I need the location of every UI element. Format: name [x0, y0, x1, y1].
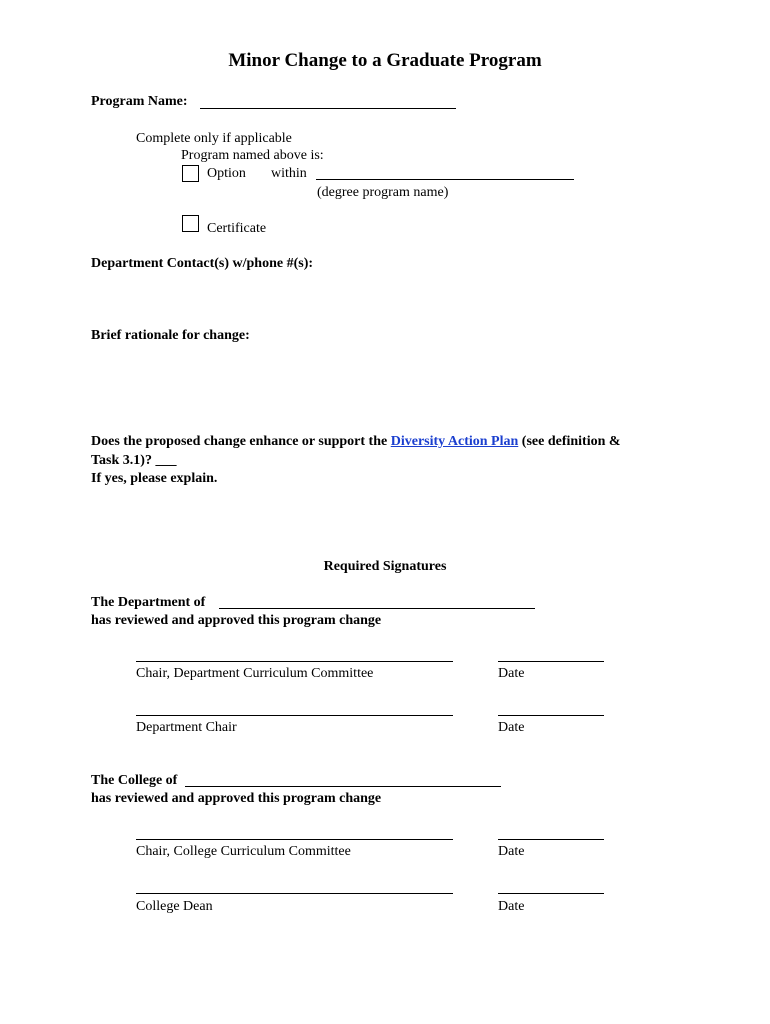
degree-hint: (degree program name)	[317, 185, 449, 200]
certificate-label: Certificate	[207, 221, 267, 236]
program-named-above-text: Program named above is:	[181, 148, 324, 163]
diversity-task-line: Task 3.1)? ___	[91, 453, 177, 468]
college-dean-date-line[interactable]	[498, 893, 604, 894]
department-name-field[interactable]	[219, 608, 535, 609]
college-curriculum-chair-signature-line[interactable]	[136, 839, 453, 840]
certificate-checkbox[interactable]	[182, 215, 199, 232]
option-checkbox[interactable]	[182, 165, 199, 182]
department-reviewed-text: has reviewed and approved this program change	[91, 613, 382, 628]
diversity-explain: If yes, please explain.	[91, 471, 218, 486]
college-curriculum-chair-label: Chair, College Curriculum Committee	[136, 844, 351, 859]
college-of-label: The College of	[91, 773, 178, 788]
diversity-question-post: (see definition &	[521, 434, 621, 449]
college-name-field[interactable]	[185, 786, 501, 787]
department-of-label: The Department of	[91, 595, 206, 610]
complete-note: Complete only if applicable	[136, 131, 292, 146]
within-label: within	[271, 166, 307, 181]
diversity-question-pre: Does the proposed change enhance or support the	[91, 434, 388, 449]
college-dean-signature-line[interactable]	[136, 893, 453, 894]
college-reviewed-text: has reviewed and approved this program change	[91, 791, 382, 806]
dept-curriculum-chair-signature-line[interactable]	[136, 661, 453, 662]
page-title: Minor Change to a Graduate Program	[228, 50, 542, 71]
option-label: Option	[207, 166, 246, 181]
department-chair-label: Department Chair	[136, 720, 237, 735]
diversity-question	[91, 435, 621, 449]
dept-curriculum-chair-date-line[interactable]	[498, 661, 604, 662]
college-dean-date-label: Date	[498, 899, 525, 914]
college-curriculum-chair-date-line[interactable]	[498, 839, 604, 840]
required-signatures-heading: Required Signatures	[323, 559, 447, 574]
diversity-action-plan-link[interactable]: Diversity Action Plan	[390, 434, 519, 449]
program-name-label: Program Name:	[91, 94, 188, 109]
rationale-label: Brief rationale for change:	[91, 328, 250, 343]
dept-curriculum-chair-label: Chair, Department Curriculum Committee	[136, 666, 374, 681]
dept-curriculum-chair-date-label: Date	[498, 666, 525, 681]
degree-program-field[interactable]	[316, 179, 574, 180]
program-name-field[interactable]	[200, 108, 456, 109]
college-curriculum-chair-date-label: Date	[498, 844, 525, 859]
dept-contact-label: Department Contact(s) w/phone #(s):	[91, 256, 314, 271]
department-chair-signature-line[interactable]	[136, 715, 453, 716]
college-dean-label: College Dean	[136, 899, 213, 914]
department-chair-date-line[interactable]	[498, 715, 604, 716]
department-chair-date-label: Date	[498, 720, 525, 735]
